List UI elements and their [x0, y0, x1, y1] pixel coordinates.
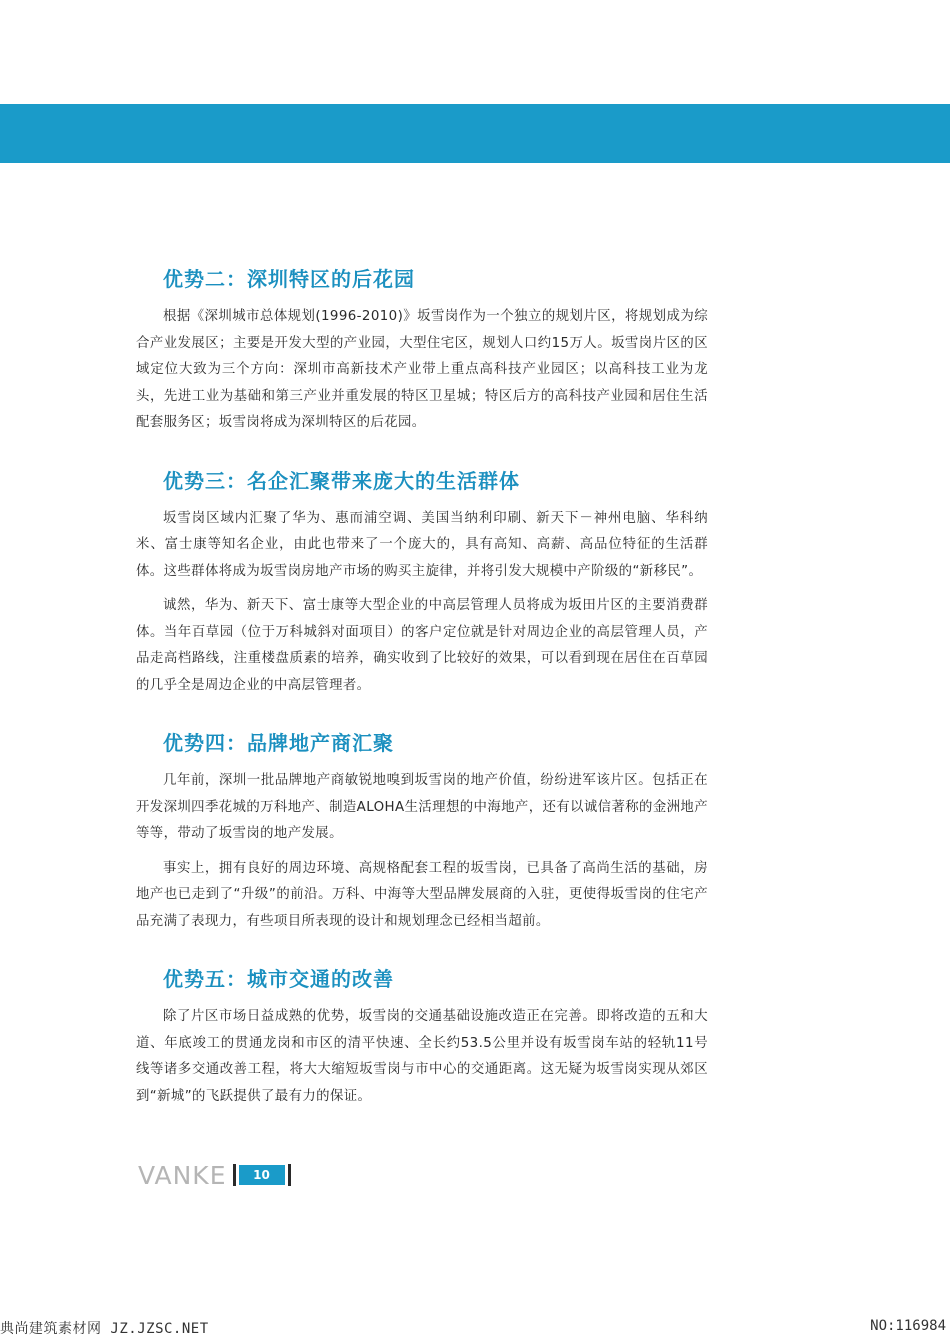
section-advantage-2 — [136, 262, 708, 437]
section-heading: 优势三：名企汇聚带来庞大的生活群体 — [163, 468, 520, 493]
paragraph: 诚然，华为、新天下、富士康等大型企业的中高层管理人员将成为坂田片区的主要消费群体。当年百草园（位于万科城斜对面项目）的客户定位就是针对周边企业的高层管理人员，产品走高档路线，注重楼盘质素的培养，确实收到了比较好的效果，可以看到现在居住在百草园的几乎全是周边企业的中高层管理者。 — [136, 598, 708, 693]
section-advantage-3 — [136, 464, 708, 700]
divider — [233, 1164, 236, 1186]
section-heading: 优势四：品牌地产商汇聚 — [163, 731, 394, 755]
vanke-logo: VANKE — [138, 1160, 227, 1190]
divider — [288, 1164, 291, 1186]
page-number: 10 — [239, 1165, 285, 1185]
paragraph: 几年前，深圳一批品牌地产商敏锐地嗅到坂雪岗的地产价值，纷纷进军该片区。包括正在开发深圳四季花城的万科地产、制造ALOHA生活理想的中海地产，还有以诚信著称的金洲地产等等，带动了坂雪岗的地产发展。 — [136, 773, 708, 841]
section-advantage-4 — [136, 726, 708, 935]
page-footer — [138, 1160, 291, 1190]
paragraph: 坂雪岗区域内汇聚了华为、惠而浦空调、美国当纳利印刷、新天下－神州电脑、华科纳米、富士康等知名企业，由此也带来了一个庞大的，具有高知、高薪、高品位特征的生活群体。这些群体将成为坂雪岗房地产市场的购买主旋律，并将引发大规模中产阶级的“新移民”。 — [136, 510, 708, 579]
watermark-left: 典尚建筑素材网 JZ.JZSC.NET — [0, 1321, 209, 1337]
section-advantage-5 — [136, 962, 708, 1110]
paragraph: 事实上，拥有良好的周边环境、高规格配套工程的坂雪岗，已具备了高尚生活的基础，房地产也已走到了“升级”的前沿。万科、中海等大型品牌发展商的入驻，更使得坂雪岗的住宅产品充满了表现力，有些项目所表现的设计和规划理念已经相当超前。 — [136, 860, 708, 929]
top-color-band — [0, 104, 950, 163]
section-heading: 优势五：城市交通的改善 — [163, 967, 394, 991]
watermark-right: NO:116984 — [870, 1318, 946, 1334]
document-body — [136, 262, 708, 1110]
paragraph: 除了片区市场日益成熟的优势，坂雪岗的交通基础设施改造正在完善。即将改造的五和大道、年底竣工的贯通龙岗和市区的清平快速、全长约53.5公里并设有坂雪岗车站的轻轨11号线等诸多交通改善工程，将大大缩短坂雪岗与市中心的交通距离。这无疑为坂雪岗实现从郊区到“新城”的飞跃提供了最有力的保证。 — [136, 1009, 708, 1104]
paragraph: 根据《深圳城市总体规划(1996-2010)》坂雪岗作为一个独立的规划片区，将规划成为综合产业发展区；主要是开发大型的产业园，大型住宅区，规划人口约15万人。坂雪岗片区的区域定位大致为三个方向：深圳市高新技术产业带上重点高科技产业园区；以高科技工业为龙头，先进工业为基础和第三产业并重发展的特区卫星城；特区后方的高科技产业园和居住生活配套服务区；坂雪岗将成为深圳特区的后花园。 — [136, 309, 708, 430]
section-heading: 优势二：深圳特区的后花园 — [163, 267, 415, 291]
